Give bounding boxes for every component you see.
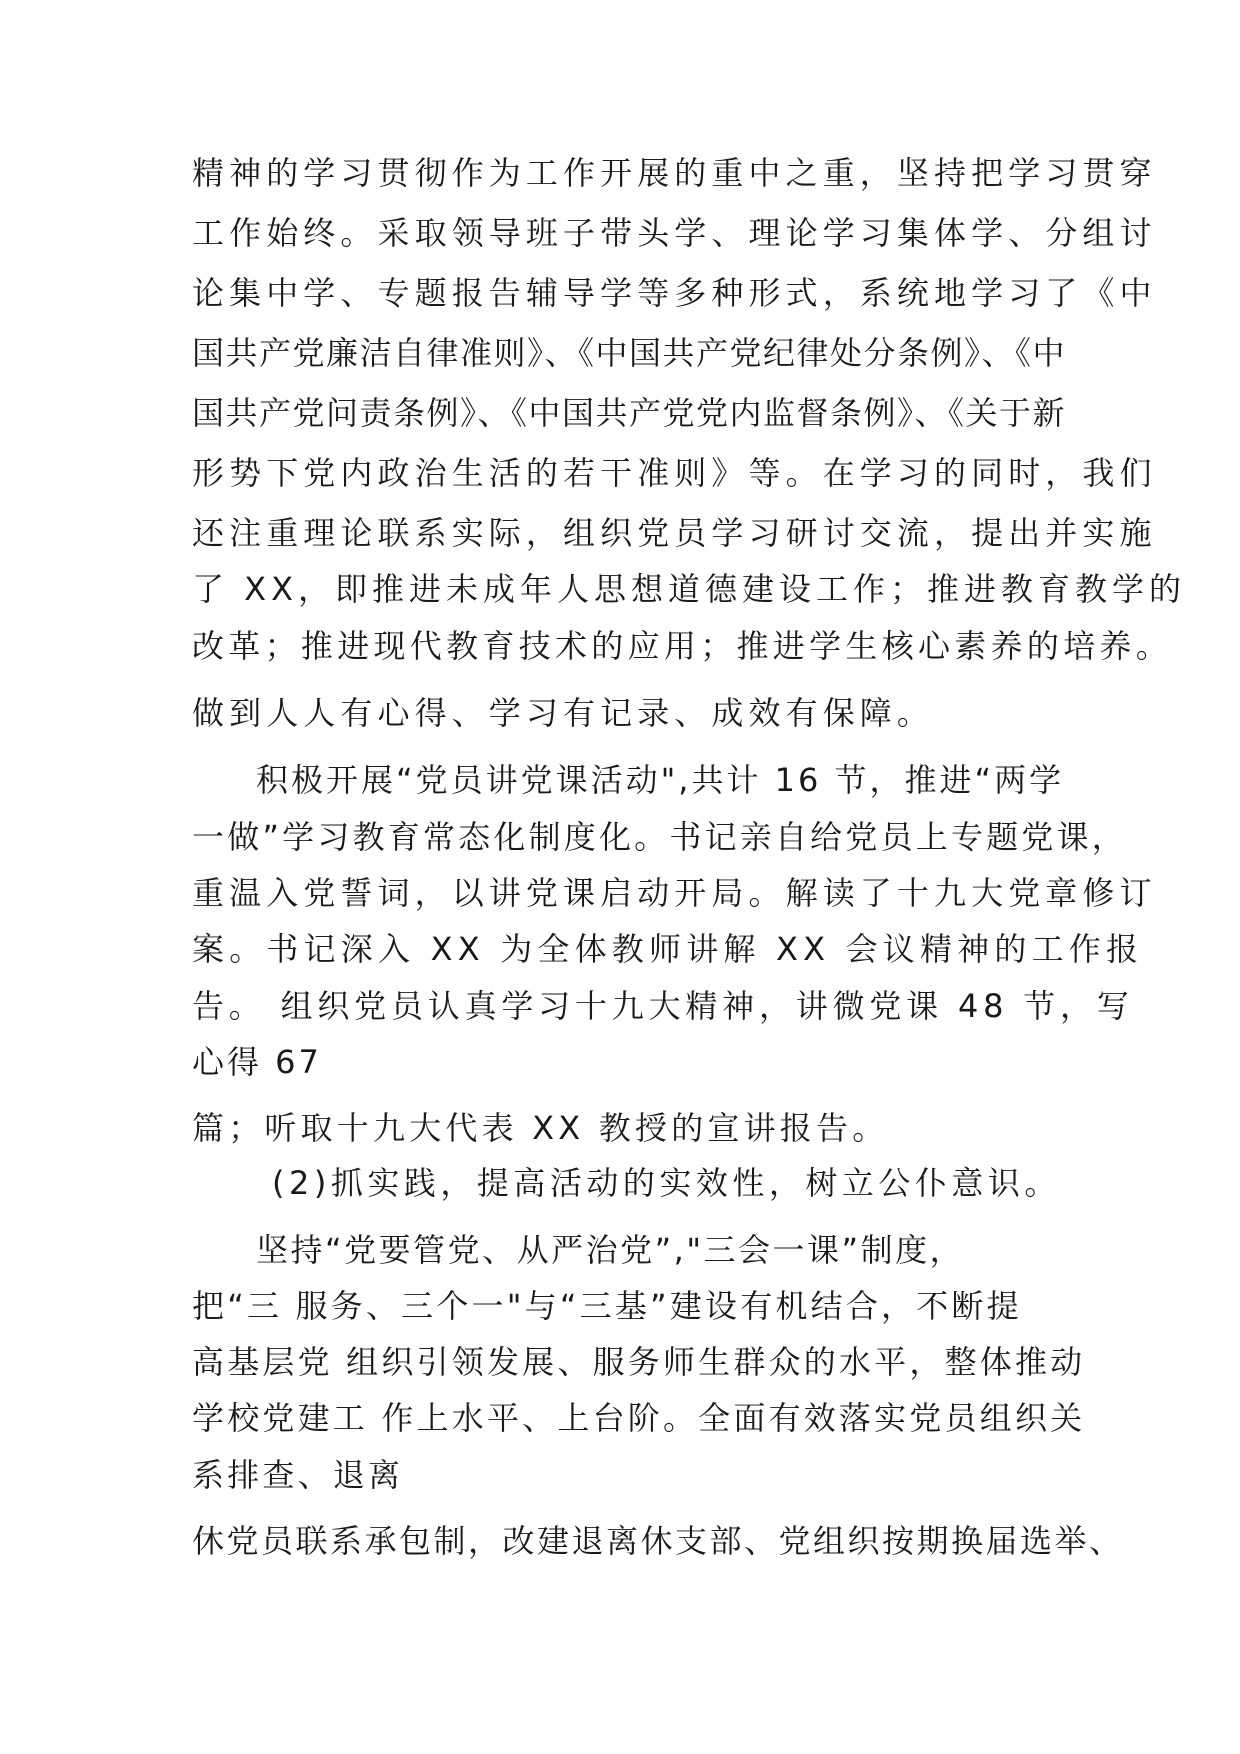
text-line: 积极开展“党员讲党课活动",共计 16 节，推进“两学 bbox=[256, 761, 1065, 799]
text-line: 了 XX，即推进未成年人思想道德建设工作；推进教育教学的 bbox=[192, 570, 1187, 608]
text-line: 篇；听取十九大代表 XX 教授的宣讲报告。 bbox=[192, 1109, 889, 1147]
text-line: 高基层党 组织引领发展、服务师生群众的水平，整体推动 bbox=[192, 1343, 1086, 1381]
text-line: 重温入党誓词，以讲党课启动开局。解读了十九大党章修订 bbox=[192, 874, 1157, 912]
text-line: (2)抓实践，提高活动的实效性，树立公仆意识。 bbox=[272, 1164, 1061, 1202]
text-line: 告。 组织党员认真学习十九大精神，讲微党课 48 节，写 bbox=[192, 987, 1134, 1025]
text-line: 精神的学习贯彻作为工作开展的重中之重，坚持把学习贯穿 bbox=[192, 154, 1157, 192]
text-line: 还注重理论联系实际，组织党员学习研讨交流，提出并实施 bbox=[192, 514, 1157, 552]
text-line: 把“三 服务、三个一"与“三基”建设有机结合，不断提 bbox=[192, 1287, 1022, 1325]
text-line: 国共产党问责条例》、《中国共产党党内监督条例》、《关于新 bbox=[192, 394, 1067, 432]
text-line: 休党员联系承包制，改建退离休支部、党组织按期换届选举、 bbox=[192, 1522, 1124, 1560]
text-line: 做到人人有心得、学习有记录、成效有保障。 bbox=[192, 694, 935, 732]
text-line: 形势下党内政治生活的若干准则》等。在学习的同时，我们 bbox=[192, 454, 1157, 492]
text-line: 工作始终。采取领导班子带头学、理论学习集体学、分组讨 bbox=[192, 214, 1157, 252]
text-line: 心得 67 bbox=[192, 1043, 322, 1081]
text-line: 系排查、退离 bbox=[192, 1456, 404, 1494]
text-line: 改革；推进现代教育技术的应用；推进学生核心素养的培养。 bbox=[192, 627, 1173, 665]
text-line: 论集中学、专题报告辅导学等多种形式，系统地学习了《中 bbox=[192, 274, 1157, 312]
text-line: 坚持“党要管党、从严治党”,"三会一课”制度， bbox=[256, 1231, 965, 1269]
text-line: 案。书记深入 XX 为全体教师讲解 XX 会议精神的工作报 bbox=[192, 930, 1144, 968]
text-line: 一做”学习教育常态化制度化。书记亲自给党员上专题党课， bbox=[192, 818, 1127, 856]
text-line: 学校党建工 作上水平、上台阶。全面有效落实党员组织关 bbox=[192, 1399, 1086, 1437]
text-line: 国共产党廉洁自律准则》、《中国共产党纪律处分条例》、《中 bbox=[192, 334, 1067, 372]
